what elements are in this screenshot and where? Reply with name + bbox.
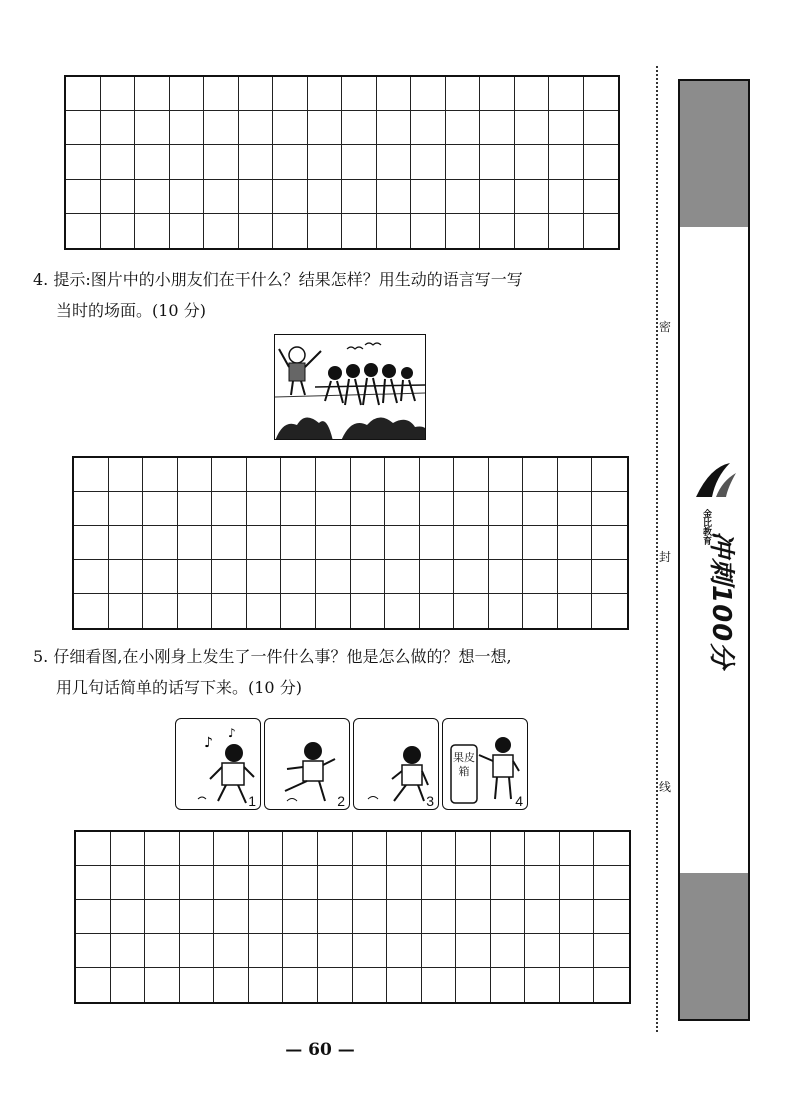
- grid-cell[interactable]: [342, 180, 377, 214]
- grid-cell[interactable]: [316, 560, 351, 594]
- grid-cell[interactable]: [143, 560, 178, 594]
- grid-cell[interactable]: [273, 145, 308, 179]
- grid-cell[interactable]: [281, 526, 316, 560]
- grid-cell[interactable]: [523, 526, 558, 560]
- grid-cell[interactable]: [491, 968, 526, 1002]
- grid-cell[interactable]: [515, 111, 550, 145]
- grid-cell[interactable]: [456, 968, 491, 1002]
- grid-cell[interactable]: [456, 900, 491, 934]
- grid-cell[interactable]: [316, 492, 351, 526]
- grid-cell[interactable]: [420, 560, 455, 594]
- grid-cell[interactable]: [281, 458, 316, 492]
- grid-cell[interactable]: [420, 458, 455, 492]
- grid-cell[interactable]: [180, 968, 215, 1002]
- grid-cell[interactable]: [214, 934, 249, 968]
- grid-cell[interactable]: [446, 111, 481, 145]
- brand-sidebar: [678, 79, 750, 1021]
- grid-cell[interactable]: [454, 458, 489, 492]
- grid-cell[interactable]: [387, 900, 422, 934]
- grid-cell[interactable]: [558, 594, 593, 628]
- grid-cell[interactable]: [549, 77, 584, 111]
- grid-cell[interactable]: [353, 832, 388, 866]
- grid-cell[interactable]: [594, 866, 629, 900]
- grid-cell[interactable]: [515, 214, 550, 248]
- grid-cell[interactable]: [212, 492, 247, 526]
- grid-cell[interactable]: [247, 492, 282, 526]
- grid-cell[interactable]: [66, 77, 101, 111]
- grid-cell[interactable]: [180, 900, 215, 934]
- grid-cell[interactable]: [491, 900, 526, 934]
- grid-cell[interactable]: [560, 866, 595, 900]
- grid-cell[interactable]: [387, 866, 422, 900]
- grid-cell[interactable]: [422, 968, 457, 1002]
- grid-cell[interactable]: [212, 560, 247, 594]
- grid-cell[interactable]: [101, 180, 136, 214]
- grid-cell[interactable]: [249, 934, 284, 968]
- question-5-line-1: 5. 仔细看图,在小刚身上发生了一件什么事？他是怎么做的？想一想,: [33, 647, 512, 666]
- grid-cell[interactable]: [170, 77, 205, 111]
- grid-cell[interactable]: [308, 214, 343, 248]
- story-panel-4: [442, 718, 528, 810]
- grid-cell[interactable]: [353, 900, 388, 934]
- grid-cell[interactable]: [491, 866, 526, 900]
- grid-cell[interactable]: [318, 900, 353, 934]
- grid-cell[interactable]: [549, 214, 584, 248]
- question-4-line-1: 4. 提示:图片中的小朋友们在干什么？结果怎样？用生动的语言写一写: [33, 270, 523, 289]
- grid-cell[interactable]: [204, 145, 239, 179]
- page-number: — 60 —: [285, 1040, 355, 1060]
- sidebar-bottom-band: [680, 873, 748, 1019]
- grid-cell[interactable]: [491, 832, 526, 866]
- grid-cell[interactable]: [584, 214, 619, 248]
- grid-cell[interactable]: [342, 214, 377, 248]
- grid-cell[interactable]: [318, 866, 353, 900]
- grid-cell[interactable]: [446, 145, 481, 179]
- grid-cell[interactable]: [135, 180, 170, 214]
- grid-cell[interactable]: [249, 866, 284, 900]
- grid-cell[interactable]: [308, 180, 343, 214]
- grid-cell[interactable]: [385, 560, 420, 594]
- grid-cell[interactable]: [249, 832, 284, 866]
- grid-cell[interactable]: [342, 145, 377, 179]
- grid-cell[interactable]: [145, 968, 180, 1002]
- grid-cell[interactable]: [178, 458, 213, 492]
- grid-cell[interactable]: [351, 560, 386, 594]
- grid-cell[interactable]: [74, 560, 109, 594]
- grid-cell[interactable]: [549, 180, 584, 214]
- grid-cell[interactable]: [135, 111, 170, 145]
- grid-cell[interactable]: [560, 968, 595, 1002]
- grid-cell[interactable]: [180, 934, 215, 968]
- grid-cell[interactable]: [592, 526, 627, 560]
- grid-cell[interactable]: [308, 111, 343, 145]
- grid-cell[interactable]: [584, 145, 619, 179]
- grid-cell[interactable]: [74, 492, 109, 526]
- seal-char-mi: 密: [659, 320, 672, 334]
- grid-cell[interactable]: [480, 180, 515, 214]
- grid-cell[interactable]: [135, 77, 170, 111]
- grid-cell[interactable]: [109, 526, 144, 560]
- grid-cell[interactable]: [170, 111, 205, 145]
- svg-text:♪: ♪: [228, 726, 236, 740]
- grid-cell[interactable]: [422, 934, 457, 968]
- grid-cell[interactable]: [377, 77, 412, 111]
- grid-cell[interactable]: [273, 77, 308, 111]
- grid-cell[interactable]: [143, 594, 178, 628]
- grid-cell[interactable]: [239, 77, 274, 111]
- grid-cell[interactable]: [454, 492, 489, 526]
- grid-cell[interactable]: [247, 458, 282, 492]
- grid-cell[interactable]: [592, 594, 627, 628]
- grid-cell[interactable]: [454, 560, 489, 594]
- grid-cell[interactable]: [145, 900, 180, 934]
- grid-cell[interactable]: [66, 180, 101, 214]
- svg-text:♪: ♪: [204, 735, 213, 751]
- grid-cell[interactable]: [109, 594, 144, 628]
- grid-cell[interactable]: [523, 594, 558, 628]
- grid-cell[interactable]: [283, 832, 318, 866]
- grid-cell[interactable]: [178, 560, 213, 594]
- grid-cell[interactable]: [214, 866, 249, 900]
- grid-cell[interactable]: [180, 832, 215, 866]
- grid-cell[interactable]: [249, 900, 284, 934]
- grid-cell[interactable]: [239, 145, 274, 179]
- grid-cell[interactable]: [66, 214, 101, 248]
- grid-cell[interactable]: [273, 180, 308, 214]
- grid-cell[interactable]: [387, 934, 422, 968]
- grid-cell[interactable]: [523, 560, 558, 594]
- grid-cell[interactable]: [558, 458, 593, 492]
- grid-cell[interactable]: [239, 180, 274, 214]
- grid-cell[interactable]: [422, 832, 457, 866]
- writing-grid-1[interactable]: [64, 75, 620, 250]
- grid-cell[interactable]: [214, 900, 249, 934]
- grid-cell[interactable]: [111, 934, 146, 968]
- grid-cell[interactable]: [594, 900, 629, 934]
- grid-cell[interactable]: [170, 145, 205, 179]
- grid-cell[interactable]: [420, 526, 455, 560]
- grid-cell[interactable]: [377, 111, 412, 145]
- story-panel-3: [353, 718, 439, 810]
- grid-cell[interactable]: [351, 526, 386, 560]
- grid-cell[interactable]: [145, 866, 180, 900]
- grid-cell[interactable]: [456, 832, 491, 866]
- story-panel-1: [175, 718, 261, 810]
- grid-cell[interactable]: [318, 968, 353, 1002]
- brand-logo-icon: [690, 457, 740, 507]
- grid-cell[interactable]: [239, 111, 274, 145]
- grid-cell[interactable]: [420, 492, 455, 526]
- grid-cell[interactable]: [558, 526, 593, 560]
- grid-cell[interactable]: [525, 968, 560, 1002]
- grid-cell[interactable]: [525, 866, 560, 900]
- grid-cell[interactable]: [170, 214, 205, 248]
- grid-cell[interactable]: [489, 560, 524, 594]
- grid-cell[interactable]: [204, 111, 239, 145]
- grid-cell[interactable]: [180, 866, 215, 900]
- grid-cell[interactable]: [351, 594, 386, 628]
- grid-cell[interactable]: [454, 594, 489, 628]
- grid-cell[interactable]: [515, 145, 550, 179]
- grid-cell[interactable]: [101, 214, 136, 248]
- grid-cell[interactable]: [76, 866, 111, 900]
- grid-cell[interactable]: [283, 900, 318, 934]
- grid-cell[interactable]: [422, 866, 457, 900]
- grid-cell[interactable]: [549, 145, 584, 179]
- grid-cell[interactable]: [480, 77, 515, 111]
- grid-cell[interactable]: [239, 214, 274, 248]
- grid-cell[interactable]: [489, 526, 524, 560]
- grid-cell[interactable]: [74, 458, 109, 492]
- grid-cell[interactable]: [178, 526, 213, 560]
- grid-cell[interactable]: [281, 594, 316, 628]
- grid-cell[interactable]: [351, 492, 386, 526]
- grid-cell[interactable]: [143, 526, 178, 560]
- grid-cell[interactable]: [549, 111, 584, 145]
- grid-cell[interactable]: [212, 594, 247, 628]
- grid-cell[interactable]: [489, 594, 524, 628]
- writing-grid-3[interactable]: [74, 830, 631, 1004]
- grid-cell[interactable]: [385, 526, 420, 560]
- grid-cell[interactable]: [342, 77, 377, 111]
- grid-cell[interactable]: [204, 214, 239, 248]
- grid-cell[interactable]: [525, 934, 560, 968]
- grid-cell[interactable]: [592, 492, 627, 526]
- grid-cell[interactable]: [446, 180, 481, 214]
- grid-cell[interactable]: [446, 214, 481, 248]
- grid-cell[interactable]: [178, 492, 213, 526]
- grid-cell[interactable]: [101, 111, 136, 145]
- seal-char-feng: 封: [659, 550, 672, 564]
- grid-cell[interactable]: [411, 145, 446, 179]
- grid-cell[interactable]: [592, 458, 627, 492]
- grid-cell[interactable]: [353, 934, 388, 968]
- grid-cell[interactable]: [420, 594, 455, 628]
- grid-cell[interactable]: [377, 214, 412, 248]
- grid-cell[interactable]: [204, 77, 239, 111]
- grid-cell[interactable]: [385, 458, 420, 492]
- grid-cell[interactable]: [111, 900, 146, 934]
- grid-cell[interactable]: [454, 526, 489, 560]
- grid-cell[interactable]: [377, 145, 412, 179]
- trash-bin-label: 果皮箱: [453, 751, 475, 778]
- grid-cell[interactable]: [76, 968, 111, 1002]
- grid-cell[interactable]: [480, 214, 515, 248]
- panel-number: 3: [426, 793, 434, 809]
- grid-cell[interactable]: [111, 832, 146, 866]
- grid-cell[interactable]: [480, 145, 515, 179]
- brand-name: 冲刺100分: [706, 531, 736, 670]
- grid-cell[interactable]: [560, 832, 595, 866]
- grid-cell[interactable]: [109, 458, 144, 492]
- grid-cell[interactable]: [66, 111, 101, 145]
- grid-cell[interactable]: [111, 866, 146, 900]
- grid-cell[interactable]: [135, 145, 170, 179]
- grid-cell[interactable]: [283, 934, 318, 968]
- grid-cell[interactable]: [560, 900, 595, 934]
- seal-char-xian: 线: [659, 780, 672, 794]
- grid-cell[interactable]: [214, 968, 249, 1002]
- grid-cell[interactable]: [489, 458, 524, 492]
- sidebar-top-band: [680, 81, 748, 227]
- grid-cell[interactable]: [515, 180, 550, 214]
- question-5-line-2: 用几句话简单的话写下来。(10 分): [56, 678, 302, 697]
- grid-cell[interactable]: [385, 492, 420, 526]
- grid-cell[interactable]: [170, 180, 205, 214]
- grid-cell[interactable]: [318, 832, 353, 866]
- grid-cell[interactable]: [308, 145, 343, 179]
- grid-cell[interactable]: [273, 214, 308, 248]
- grid-cell[interactable]: [145, 832, 180, 866]
- grid-cell[interactable]: [489, 492, 524, 526]
- grid-cell[interactable]: [411, 111, 446, 145]
- grid-cell[interactable]: [584, 77, 619, 111]
- grid-cell[interactable]: [283, 968, 318, 1002]
- panel-number: 1: [248, 793, 256, 809]
- grid-cell[interactable]: [281, 560, 316, 594]
- grid-cell[interactable]: [283, 866, 318, 900]
- grid-cell[interactable]: [76, 832, 111, 866]
- tug-of-war-picture: [274, 334, 426, 440]
- grid-cell[interactable]: [377, 180, 412, 214]
- brand-logo-text: 金比教育: [701, 509, 711, 545]
- grid-cell[interactable]: [308, 77, 343, 111]
- grid-cell[interactable]: [411, 77, 446, 111]
- grid-cell[interactable]: [584, 180, 619, 214]
- grid-cell[interactable]: [212, 526, 247, 560]
- grid-cell[interactable]: [249, 968, 284, 1002]
- grid-cell[interactable]: [351, 458, 386, 492]
- question-4-line-2: 当时的场面。(10 分): [56, 301, 206, 320]
- grid-cell[interactable]: [109, 560, 144, 594]
- binding-dotted-line: [656, 66, 658, 1032]
- writing-grid-2[interactable]: [72, 456, 629, 630]
- grid-cell[interactable]: [143, 492, 178, 526]
- grid-cell[interactable]: [525, 832, 560, 866]
- grid-cell[interactable]: [212, 458, 247, 492]
- grid-cell[interactable]: [247, 594, 282, 628]
- grid-cell[interactable]: [592, 560, 627, 594]
- grid-cell[interactable]: [273, 111, 308, 145]
- story-panel-2: [264, 718, 350, 810]
- grid-cell[interactable]: [558, 560, 593, 594]
- grid-cell[interactable]: [318, 934, 353, 968]
- grid-cell[interactable]: [247, 560, 282, 594]
- grid-cell[interactable]: [515, 77, 550, 111]
- grid-cell[interactable]: [135, 214, 170, 248]
- grid-cell[interactable]: [456, 866, 491, 900]
- grid-cell[interactable]: [204, 180, 239, 214]
- grid-cell[interactable]: [594, 934, 629, 968]
- grid-cell[interactable]: [480, 111, 515, 145]
- grid-cell[interactable]: [523, 492, 558, 526]
- grid-cell[interactable]: [101, 77, 136, 111]
- grid-cell[interactable]: [74, 526, 109, 560]
- grid-cell[interactable]: [76, 900, 111, 934]
- grid-cell[interactable]: [66, 145, 101, 179]
- grid-cell[interactable]: [178, 594, 213, 628]
- grid-cell[interactable]: [422, 900, 457, 934]
- grid-cell[interactable]: [342, 111, 377, 145]
- grid-cell[interactable]: [584, 111, 619, 145]
- grid-cell[interactable]: [109, 492, 144, 526]
- grid-cell[interactable]: [145, 934, 180, 968]
- grid-cell[interactable]: [111, 968, 146, 1002]
- grid-cell[interactable]: [143, 458, 178, 492]
- grid-cell[interactable]: [247, 526, 282, 560]
- grid-cell[interactable]: [74, 594, 109, 628]
- grid-cell[interactable]: [523, 458, 558, 492]
- grid-cell[interactable]: [560, 934, 595, 968]
- grid-cell[interactable]: [76, 934, 111, 968]
- grid-cell[interactable]: [214, 832, 249, 866]
- grid-cell[interactable]: [353, 866, 388, 900]
- panel-number: 4: [515, 793, 523, 809]
- grid-cell[interactable]: [316, 458, 351, 492]
- grid-cell[interactable]: [446, 77, 481, 111]
- panel-number: 2: [337, 793, 345, 809]
- grid-cell[interactable]: [411, 214, 446, 248]
- grid-cell[interactable]: [594, 968, 629, 1002]
- grid-cell[interactable]: [101, 145, 136, 179]
- grid-cell[interactable]: [353, 968, 388, 1002]
- grid-cell[interactable]: [491, 934, 526, 968]
- grid-cell[interactable]: [387, 968, 422, 1002]
- grid-cell[interactable]: [281, 492, 316, 526]
- grid-cell[interactable]: [456, 934, 491, 968]
- grid-cell[interactable]: [316, 594, 351, 628]
- grid-cell[interactable]: [316, 526, 351, 560]
- grid-cell[interactable]: [558, 492, 593, 526]
- grid-cell[interactable]: [387, 832, 422, 866]
- grid-cell[interactable]: [525, 900, 560, 934]
- grid-cell[interactable]: [594, 832, 629, 866]
- grid-cell[interactable]: [385, 594, 420, 628]
- grid-cell[interactable]: [411, 180, 446, 214]
